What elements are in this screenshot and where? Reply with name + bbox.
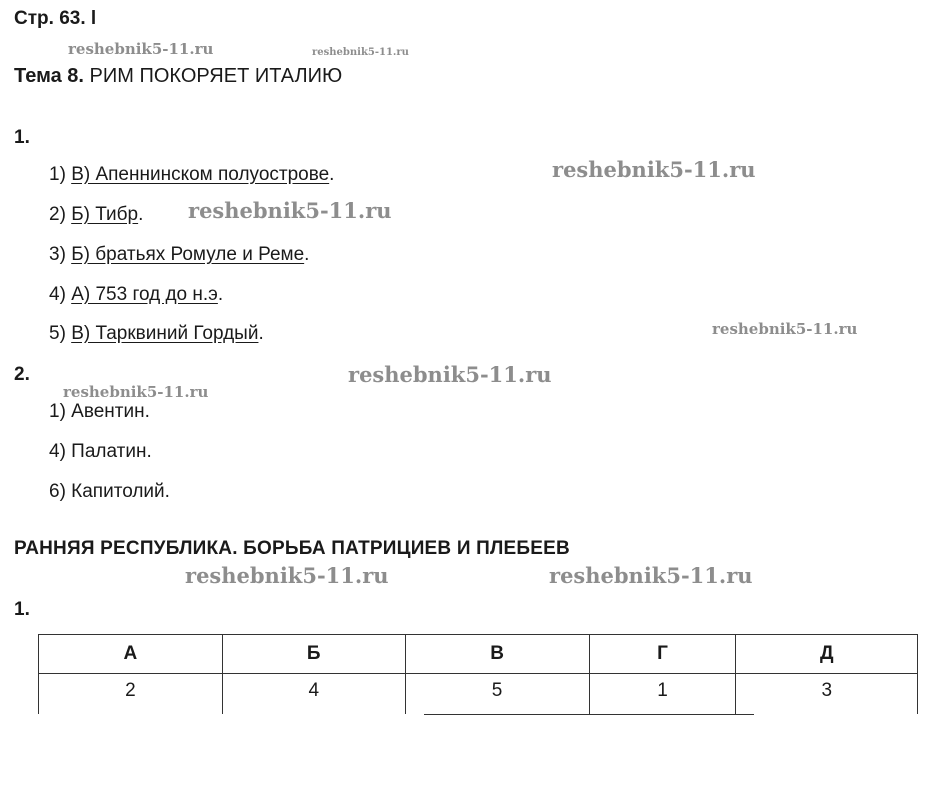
watermark: reshebnik5-11.ru [712,320,858,338]
table-header-row [39,635,918,674]
answer-item [49,204,143,226]
answer-end: . [329,164,335,185]
table-cell: 4 [222,674,405,715]
answer-end: . [138,204,144,225]
table-cell: 1 [589,674,736,715]
answer-item [49,284,223,306]
answer-text: Б) Тибр [71,204,139,225]
answer-text: В) Апеннинском полуострове [71,164,330,185]
table-row [39,674,918,715]
table-header-cell: Д [736,635,918,674]
answer-number: 2) [49,204,66,225]
answer-text: Б) братьях Ромуле и Реме [71,244,305,265]
answer-number: 4) [49,284,66,305]
answer-item: 6) Капитолий. [49,481,170,502]
answer-text: А) 753 год до н.э [71,284,218,305]
watermark: reshebnik5-11.ru [68,40,214,58]
page-reference: Стр. 63. l [14,8,97,29]
answer-item [49,164,334,186]
answer-number: 5) [49,323,66,344]
watermark: reshebnik5-11.ru [185,563,389,588]
answer-text: В) Тарквиний Гордый [71,323,259,344]
watermark: reshebnik5-11.ru [63,383,209,401]
table-partial-border [424,714,754,715]
question-number: 2. [14,364,30,385]
table-header-cell: Г [589,635,736,674]
watermark: reshebnik5-11.ru [188,198,392,223]
table-cell: 2 [39,674,223,715]
topic-title: РИМ ПОКОРЯЕТ ИТАЛИЮ [89,65,343,87]
table-cell: 5 [405,674,589,715]
watermark: reshebnik5-11.ru [312,47,409,58]
question-number: 1. [14,599,30,620]
answer-item [49,244,309,266]
watermark: reshebnik5-11.ru [348,362,552,387]
topic-prefix: Тема 8. [14,65,84,87]
answer-end: . [304,244,310,265]
table-header-cell: А [39,635,223,674]
answer-end: . [258,323,264,344]
topic-heading [14,65,342,88]
answer-end: . [217,284,224,305]
watermark: reshebnik5-11.ru [552,157,756,182]
answer-item: 4) Палатин. [49,441,152,462]
question-number: 1. [14,127,30,148]
answer-table [38,634,918,714]
section-title: РАННЯЯ РЕСПУБЛИКА. БОРЬБА ПАТРИЦИЕВ И ПЛЕБЕЕВ [14,538,570,559]
answer-item [49,323,264,345]
table-cell: 3 [736,674,918,715]
table-header-cell: В [405,635,589,674]
answer-number: 3) [49,244,66,265]
answer-item: 1) Авентин. [49,401,150,422]
table-header-cell: Б [222,635,405,674]
watermark: reshebnik5-11.ru [549,563,753,588]
answer-number: 1) [49,164,66,185]
